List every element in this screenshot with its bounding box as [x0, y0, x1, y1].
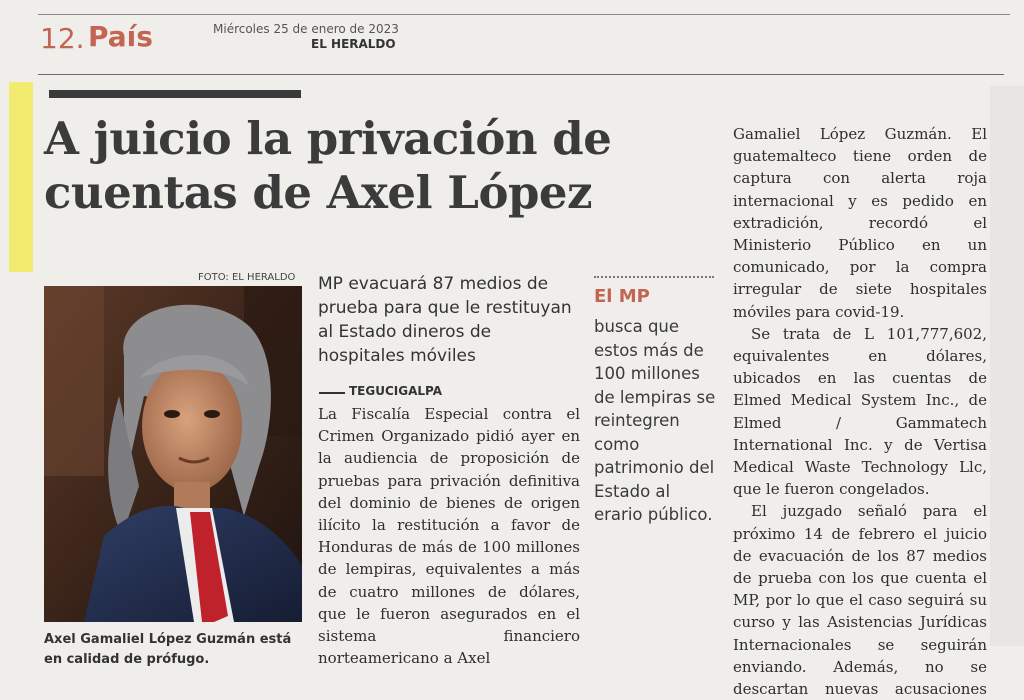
headline-line-1: A juicio la privación de — [44, 112, 612, 165]
sidebar-text: busca que estos más de 100 millones de lempiras se reintegren como patrimonio del Estado al erario público. — [594, 317, 716, 524]
body-column-3 — [733, 123, 987, 700]
sidebar-rule — [594, 276, 714, 278]
headline — [44, 112, 684, 220]
headline-bar — [49, 90, 301, 98]
headline-line-2: cuentas de Axel López — [44, 166, 593, 219]
newspaper-name: EL HERALDO — [311, 37, 396, 51]
dateline-rule — [319, 392, 345, 394]
page-number: 12. — [40, 22, 85, 55]
body-column-1: La Fiscalía Especial contra el Crimen Organizado pidió ayer en la audiencia de proposición de pruebas para privación definitiva del dominio de bienes de origen ilícito la restitución a favor de Honduras de más de 100 millones de lempiras, equivalentes a más de cuatro millones de dólares, que le fueron asegurados en el sistema financiero norteamericano a Axel — [318, 405, 580, 668]
section-name: País — [88, 20, 153, 53]
body-paragraph-3 — [733, 500, 987, 700]
header-rule — [38, 74, 1004, 75]
body-paragraph-2: Se trata de L 101,777,602, equivalentes en dólares, ubicados en las cuentas de Elmed Medical System Inc., de Elmed / Gammatech International Inc. y de Vertisa Medical Waste Technology Llc, que le fueron congelados. — [733, 324, 987, 499]
article-deck: MP evacuará 87 medios de prueba para que le restituyan al Estado dineros de hospitales móviles — [318, 274, 572, 366]
portrait-illustration — [44, 286, 302, 622]
photo-caption: Axel Gamaliel López Guzmán está en calidad de prófugo. — [44, 632, 292, 667]
body-paragraph-3-text: El juzgado señaló para el próximo 14 de febrero el juicio de evacuación de los 87 medios de prueba con los que cuenta el MP, por lo que el caso seguirá su curso y las Asistencias Jurídicas Internacionales se seguirán enviando. Además, no se descartan nuevas acusaciones — [733, 502, 987, 699]
adjacent-page-bleed — [990, 86, 1024, 646]
issue-date: Miércoles 25 de enero de 2023 — [213, 22, 399, 36]
body-paragraph-1: Gamaliel López Guzmán. El guatemalteco tiene orden de captura con alerta roja internacional y es pedido en extradición, recordó el Ministerio Público en un comunicado, por la compra irregular de siete hospitales móviles para covid-19. — [733, 125, 987, 321]
photo-credit: FOTO: EL HERALDO — [198, 272, 296, 283]
portrait-photo — [44, 286, 302, 622]
sidebar-label: El MP — [594, 286, 650, 307]
highlighter-mark — [9, 82, 33, 272]
dateline: TEGUCIGALPA — [349, 384, 443, 398]
top-rule — [38, 14, 1010, 15]
